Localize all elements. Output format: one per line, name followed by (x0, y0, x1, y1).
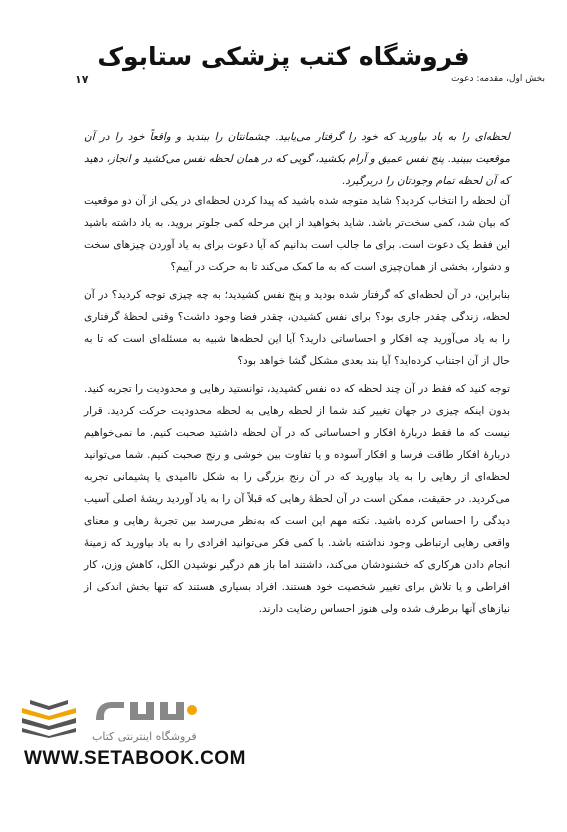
paragraph: توجه کنید که فقط در آن چند لحظه که ده نفس کشیدید، توانستید رهایی و محدودیت را تجربه کنید. بدون اینکه چیزی در جهان تغییر کند شما از لحظه رهایی به لحظه محدودیت حرکت کردید. قرار نیست که ما فقط دربارهٔ افکار و احساساتی که در آن لحظه داشتید صحبت کنیم. ما نمی‌خواهیم دربارهٔ افکار طاقت فرسا و افکار آسوده و یا تفاوت بین خوشی و رنج صحبت کنیم. شما می‌توانید لحظه‌ای از رهایی را به یاد بیاورید که در آن رنج بزرگی را به شکل ناامیدی یا پشیمانی تجربه می‌کردید. در حقیقت، ممکن است در آن لحظهٔ رهایی که قبلاً آن را به یاد آوردید ریشهٔ اصلی آسیب دیدگی را احساس کرده باشید. نکته مهم این است که به‌نظر می‌رسد بین تجربهٔ رهایی و معنای واقعی رهایی ارتباطی وجود نداشته باشد. با کمی فکر می‌توانید افرادی را به یاد بیاورید که زمینهٔ انجام دادن هرکاری که خشنودشان می‌کند، داشتند اما باز هم درگیر نوشیدن الکل، کاهش وزن، کار افراطی و یا تلاش برای تغییر شخصیت خود هستند. افراد بسیاری هستند که تنها بخش اندکی از نیازهای آنها برطرف شده ولی هنوز احساس رضایت دارند. (84, 383, 510, 615)
running-head: بخش اول، مقدمه: دعوت (451, 74, 545, 84)
book-stack-logo-icon (20, 698, 78, 738)
paragraph: بنابراین، در آن لحظه‌ای که گرفتار شده بودید و پنج نفس کشیدید؛ به چه چیزی توجه کردید؟ در آن لحظه، زندگی چقدر جاری بود؟ برای نفس کشیدن، چقدر فضا وجود داشت؟ وقتی لحظهٔ گرفتاری را به یاد می‌آورید چه افکار و احساساتی دارید؟ آیا این لحظه‌ها شبیه به مسئله‌ای است که تا به حال از آن اجتناب کرده‌اید؟ آیا بند بعدی مشکل گشا خواهد بود؟ (84, 289, 510, 367)
page-header (75, 74, 545, 90)
setabook-logo-icon (92, 690, 202, 732)
intro-exercise: لحظه‌ای را به یاد بیاورید که خود را گرفتار می‌یابید. چشمانتان را ببندید و واقعاً خود را در آن موقعیت ببینید. پنج نفس عمیق و آرام بکشید، گویی که در همان لحظه نفس می‌کشید و انجاز، دهید که آن لحظه تمام وجودتان را دربرگیرد. (84, 131, 510, 187)
store-title: فروشگاه کتب پزشکی ستابوک (97, 42, 470, 71)
body-text (84, 190, 510, 626)
watermark-url: WWW.SETABOOK.COM (24, 748, 246, 769)
paragraph: آن لحظه را انتخاب کردید؟ شاید متوجه شده باشید که پیدا کردن لحظه‌ای در یکی از آن دو موقعیت که بیان شد، کمی سخت‌تر باشد. شاید بخواهید از این مرحله کمی جلوتر بروید. به یاد داشته باشید این فقط یک دعوت است. برای ما جالب است بدانیم که آیا دعوت برای به یاد آوردن چیزهای سخت و دشوار، بخشی از همان‌چیزی است که به ما کمک می‌کند تا به حرکت در آییم؟ (84, 195, 510, 273)
watermark-tagline: فروشگاه اینترنتی کتاب (92, 730, 197, 743)
page-number: ۱۷ (75, 73, 89, 86)
